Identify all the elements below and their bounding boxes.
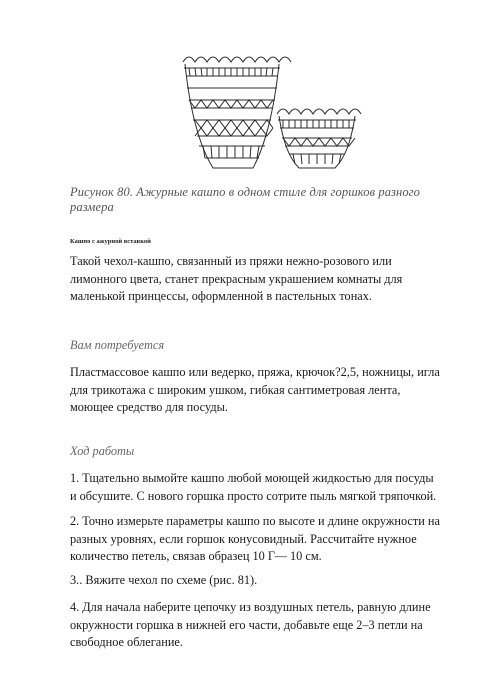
intro-paragraph: Такой чехол-кашпо, связанный из пряжи нежно-розового или лимонного цвета, станет прекрасным украшением комнаты для маленькой принцессы, оформленной в пастельных тонах. <box>70 254 403 304</box>
planters-illustration <box>175 42 365 172</box>
materials-title: Вам потребуется <box>70 338 165 352</box>
work-step: 3.. Вяжите чехол по схеме (рис. 81). <box>70 573 258 587</box>
small-heading: Кашпо с ажурной вставкой <box>70 238 151 245</box>
work-title: Ход работы <box>70 444 135 458</box>
work-step: 4. Для начала наберите цепочку из воздушных петель, равную длине окружности горшка в нижней его части, добавьте еще 2–3 петли на свободное облегание. <box>70 600 431 650</box>
materials-paragraph: Пластмассовое кашпо или ведерко, пряжа, крючок?2,5, ножницы, игла для трикотажа с широким ушком, гибкая сантиметровая лента, моющее средство для посуды. <box>70 365 440 415</box>
work-step: 1. Тщательно вымойте кашпо любой моющей жидкостью для посуды и обсушите. С нового горшка просто сотрите пыль мягкой тряпочкой. <box>70 471 437 503</box>
figure-caption: Рисунок 80. Ажурные кашпо в одном стиле для горшков разного размера <box>70 185 420 214</box>
work-step: 2. Точно измерьте параметры кашпо по высоте и длине окружности на разных уровнях, если горшок конусовидный. Рассчитайте нужное количество петель, связав образец 10 Г— 10 см. <box>70 514 440 564</box>
